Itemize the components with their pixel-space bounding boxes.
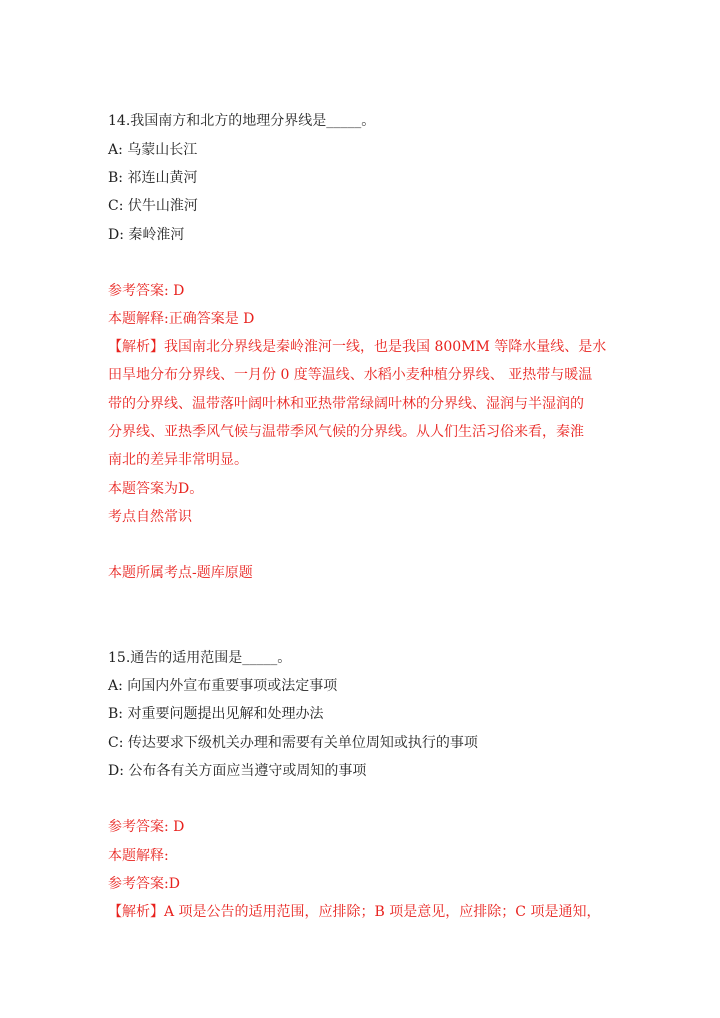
question-15-option-b: B: 对重要问题提出见解和处理办法	[108, 706, 324, 722]
question-14-option-d: D: 秦岭淮河	[108, 227, 185, 243]
question-14-category: 本题所属考点-题库原题	[108, 565, 253, 581]
question-14-reference-answer: 参考答案: D	[108, 283, 185, 299]
question-15-reference-answer: 参考答案: D	[108, 819, 185, 835]
question-14-answer-statement: 本题答案为D。	[108, 481, 204, 497]
analysis-text: A 项是公告的适用范围，应排除；B 项是意见，应排除；C 项是通知，	[164, 904, 601, 920]
question-14-option-c: C: 伏牛山淮河	[108, 198, 198, 214]
question-14-analysis-line-5: 南北的差异非常明显。	[108, 452, 248, 468]
question-14-explanation-heading: 本题解释:正确答案是 D	[108, 311, 255, 327]
question-14-analysis-line-3: 带的分界线、温带落叶阔叶林和亚热带常绿阔叶林的分界线、湿润与半湿润的	[108, 396, 584, 412]
analysis-tag: 【解析】	[108, 339, 164, 355]
question-15-analysis-line-1	[108, 902, 600, 922]
question-15-reference-answer-2: 参考答案:D	[108, 876, 180, 892]
question-14-stem: 14.我国南方和北方的地理分界线是_____。	[108, 113, 376, 129]
question-15-stem: 15.通告的适用范围是_____。	[108, 650, 292, 666]
question-15-option-d: D: 公布各有关方面应当遵守或周知的事项	[108, 763, 367, 779]
analysis-text: 我国南北分界线是秦岭淮河一线，也是我国 800MM 等降水量线、是水	[164, 339, 607, 355]
question-15-option-c: C: 传达要求下级机关办理和需要有关单位周知或执行的事项	[108, 735, 478, 751]
question-14-option-b: B: 祁连山黄河	[108, 170, 198, 186]
question-14-analysis-line-1	[108, 337, 606, 357]
analysis-tag: 【解析】	[108, 904, 164, 920]
question-14-option-a: A: 乌蒙山长江	[108, 142, 198, 158]
question-15-option-a: A: 向国内外宣布重要事项或法定事项	[108, 678, 338, 694]
question-14-analysis-line-4: 分界线、亚热季风气候与温带季风气候的分界线。从人们生活习俗来看，秦淮	[108, 424, 584, 440]
question-14-analysis-line-2: 田旱地分布分界线、一月份 0 度等温线、水稻小麦种植分界线、 亚热带与暖温	[108, 367, 593, 383]
question-14-knowledge-point: 考点自然常识	[108, 509, 192, 525]
question-15-explanation-heading: 本题解释:	[108, 848, 169, 864]
